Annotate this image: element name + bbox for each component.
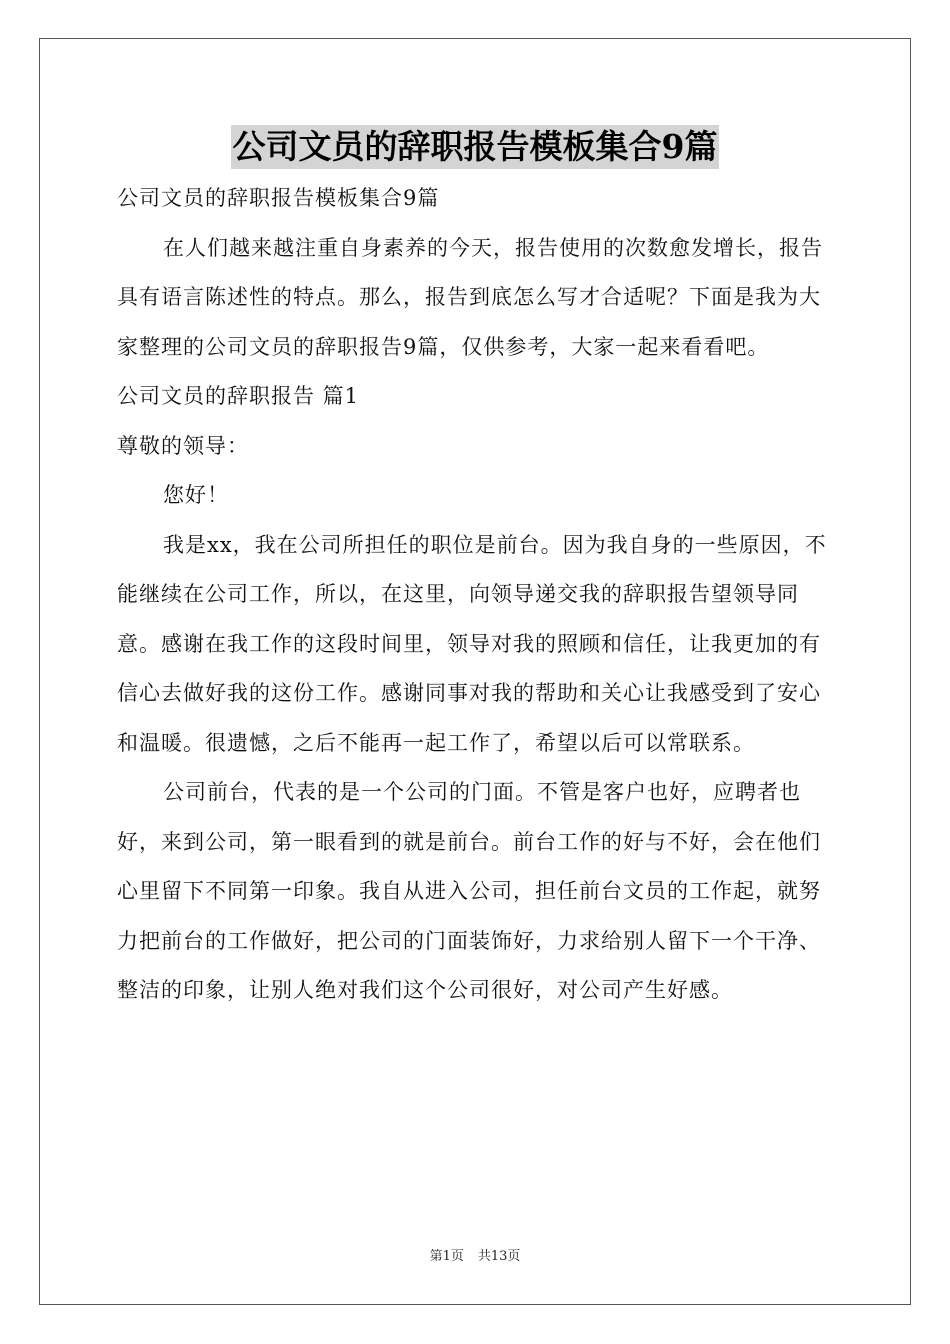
body-paragraph: 公司前台，代表的是一个公司的门面。不管是客户也好，应聘者也好，来到公司，第一眼看到的就是前台。前台工作的好与不好，会在他们心里留下不同第一印象。我自从进入公司，担任前台文员的工作起，就努力把前台的工作做好，把公司的门面装饰好，力求给别人留下一个干净、整洁的印象，让别人绝对我们这个公司很好，对公司产生好感。 bbox=[117, 780, 821, 1002]
document-subtitle: 公司文员的辞职报告模板集合9篇 bbox=[117, 186, 440, 210]
page-number: 第1页 bbox=[429, 1249, 464, 1264]
greeting: 您好！ bbox=[163, 483, 229, 507]
title-block bbox=[0, 125, 950, 169]
page-footer bbox=[0, 1248, 950, 1266]
intro-paragraph: 在人们越来越注重自身素养的今天，报告使用的次数愈发增长，报告具有语言陈述性的特点。那么，报告到底怎么写才合适呢？下面是我为大家整理的公司文员的辞职报告9篇，仅供参考，大家一起来看看吧。 bbox=[117, 235, 823, 359]
page-total: 共13页 bbox=[477, 1249, 521, 1264]
salutation: 尊敬的领导： bbox=[117, 433, 249, 458]
body-paragraph: 我是xx，我在公司所担任的职位是前台。因为我自身的一些原因，不能继续在公司工作，所以，在这里，向领导递交我的辞职报告望领导同意。感谢在我工作的这段时间里，领导对我的照顾和信任，让我更加的有信心去做好我的这份工作。感谢同事对我的帮助和关心让我感受到了安心和温暖。很遗憾，之后不能再一起工作了，希望以后可以常联系。 bbox=[117, 532, 827, 755]
section-heading: 公司文员的辞职报告 篇1 bbox=[117, 384, 360, 408]
document-body bbox=[117, 174, 833, 1016]
document-title: 公司文员的辞职报告模板集合9篇 bbox=[231, 125, 720, 169]
